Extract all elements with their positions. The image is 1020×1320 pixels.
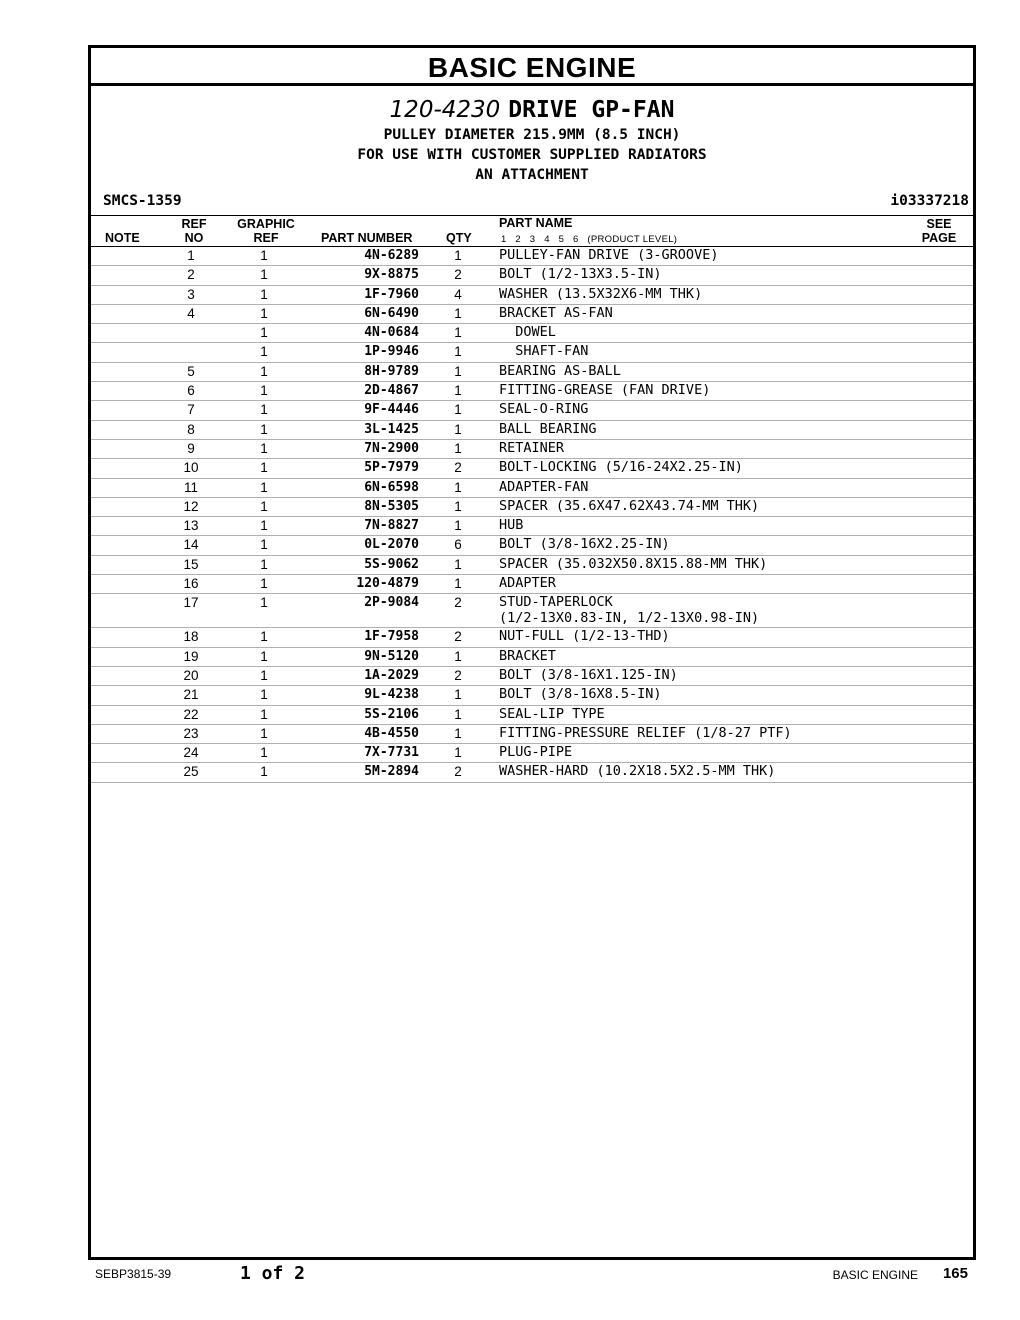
part-name-cell: STUD-TAPERLOCK (1/2-13X0.83-IN, 1/2-13X0.98-IN) [499, 594, 760, 626]
part-name-cell: NUT-FULL (1/2-13-THD) [499, 628, 670, 645]
qty-cell: 1 [454, 383, 462, 399]
part-name-cell: ADAPTER [499, 575, 556, 592]
part-name-cell: SPACER (35.6X47.62X43.74-MM THK) [499, 497, 760, 514]
graphic-ref-cell: 1 [260, 440, 268, 456]
graphic-ref-cell: 1 [260, 595, 268, 611]
table-row [91, 706, 973, 725]
part-name-cell: BOLT (1/2-13X3.5-IN) [499, 266, 662, 283]
column-header [91, 216, 973, 247]
ref-cell: 12 [183, 498, 199, 514]
ref-cell: 5 [187, 363, 195, 379]
part-number-cell: 8N-5305 [364, 498, 419, 514]
footer-doc-number: SEBP3815-39 [95, 1267, 172, 1281]
part-number-cell: 1F-7960 [364, 286, 419, 302]
ref-cell: 23 [183, 725, 199, 741]
smcs-code: SMCS-1359 [103, 193, 182, 209]
ref-cell: 8 [187, 421, 195, 437]
qty-cell: 1 [454, 556, 462, 572]
table-row [91, 648, 973, 667]
ref-cell: 2 [187, 267, 195, 283]
ref-cell: 18 [183, 629, 199, 645]
header-see-line2: PAGE [921, 231, 957, 245]
part-name-cell: RETAINER [499, 439, 565, 456]
part-name-cell: BOLT (3/8-16X8.5-IN) [499, 686, 662, 703]
footer-page-of: 1 of 2 [240, 1263, 306, 1284]
header-part-name: PART NAME [499, 216, 573, 230]
part-name-cell: PULLEY-FAN DRIVE (3-GROOVE) [499, 247, 719, 263]
graphic-ref-cell: 1 [260, 383, 268, 399]
ref-cell: 16 [183, 576, 199, 592]
graphic-ref-cell: 1 [260, 764, 268, 780]
header-product-levels: 1 2 3 4 5 6 (PRODUCT LEVEL) [501, 234, 678, 245]
graphic-ref-cell: 1 [260, 576, 268, 592]
table-row [91, 725, 973, 744]
ref-cell: 25 [183, 764, 199, 780]
part-number-cell: 7N-2900 [364, 440, 419, 456]
graphic-ref-cell: 1 [260, 286, 268, 302]
part-name-cell: SPACER (35.032X50.8X15.88-MM THK) [499, 555, 768, 572]
qty-cell: 1 [454, 479, 462, 495]
graphic-ref-cell: 1 [260, 518, 268, 534]
graphic-ref-cell: 1 [260, 725, 268, 741]
table-row [91, 556, 973, 575]
qty-cell: 1 [454, 248, 462, 263]
ref-cell: 4 [187, 305, 195, 321]
table-row [91, 479, 973, 498]
ref-cell: 6 [187, 383, 195, 399]
table-row [91, 498, 973, 517]
table-row [91, 286, 973, 305]
part-name-cell: WASHER (13.5X32X6-MM THK) [499, 285, 703, 302]
part-name-cell: PLUG-PIPE [499, 744, 573, 761]
part-number-cell: 120-4879 [356, 576, 419, 592]
table-row [91, 305, 973, 324]
part-name-cell: FITTING-GREASE (FAN DRIVE) [499, 382, 711, 399]
graphic-ref-cell: 1 [260, 460, 268, 476]
table-row [91, 324, 973, 343]
table-row [91, 421, 973, 440]
part-name-cell: ADAPTER-FAN [499, 478, 589, 495]
qty-cell: 1 [454, 745, 462, 761]
part-name-cell: SHAFT-FAN [499, 343, 589, 360]
table-row [91, 744, 973, 763]
ref-cell: 3 [187, 286, 195, 302]
part-number-cell: 6N-6490 [364, 305, 419, 321]
qty-cell: 6 [454, 537, 462, 553]
ref-cell: 14 [183, 537, 199, 553]
part-name-cell: DOWEL [499, 324, 556, 341]
ref-cell: 15 [183, 556, 199, 572]
group-number: 120-4230 [389, 97, 501, 123]
part-number-cell: 1F-7958 [364, 629, 419, 645]
part-number-cell: 4B-4550 [364, 725, 419, 741]
table-row [91, 401, 973, 420]
qty-cell: 1 [454, 498, 462, 514]
part-number-cell: 6N-6598 [364, 479, 419, 495]
ref-cell: 19 [183, 648, 199, 664]
graphic-ref-cell: 1 [260, 363, 268, 379]
graphic-ref-cell: 1 [260, 556, 268, 572]
ref-cell: 20 [183, 667, 199, 683]
table-row [91, 363, 973, 382]
part-number-cell: 3L-1425 [364, 421, 419, 437]
part-number-cell: 0L-2070 [364, 537, 419, 553]
group-header [91, 95, 973, 185]
table-row [91, 247, 973, 266]
part-number-cell: 5P-7979 [364, 460, 419, 476]
part-name-cell: HUB [499, 517, 524, 534]
header-graphic-ref [233, 217, 299, 245]
part-name-cell: WASHER-HARD (10.2X18.5X2.5-MM THK) [499, 763, 776, 780]
part-name-cell: SEAL-O-RING [499, 401, 589, 418]
part-name-cell: BRACKET [499, 647, 556, 664]
graphic-ref-cell: 1 [260, 498, 268, 514]
qty-cell: 1 [454, 687, 462, 703]
table-row [91, 763, 973, 782]
qty-cell: 1 [454, 576, 462, 592]
table-row [91, 459, 973, 478]
part-name-cell: BOLT (3/8-16X1.125-IN) [499, 666, 678, 683]
qty-cell: 1 [454, 325, 462, 341]
header-graphic-line1: GRAPHIC [237, 217, 295, 231]
part-number-cell: 9X-8875 [364, 267, 419, 283]
header-note: NOTE [105, 231, 140, 245]
graphic-ref-cell: 1 [260, 305, 268, 321]
qty-cell: 2 [454, 460, 462, 476]
qty-cell: 1 [454, 440, 462, 456]
table-row [91, 440, 973, 459]
part-number-cell: 4N-6289 [364, 248, 419, 263]
part-number-cell: 4N-0684 [364, 325, 419, 341]
qty-cell: 1 [454, 518, 462, 534]
part-number-cell: 7X-7731 [364, 745, 419, 761]
part-number-cell: 5S-9062 [364, 556, 419, 572]
table-row [91, 594, 973, 628]
table-row [91, 667, 973, 686]
graphic-ref-cell: 1 [260, 479, 268, 495]
qty-cell: 1 [454, 363, 462, 379]
part-name-cell: BALL BEARING [499, 420, 597, 437]
ref-cell: 22 [183, 706, 199, 722]
code-row [91, 191, 973, 216]
qty-cell: 2 [454, 267, 462, 283]
part-number-cell: 1P-9946 [364, 344, 419, 360]
group-description-2: FOR USE WITH CUSTOMER SUPPLIED RADIATORS [357, 147, 707, 163]
header-ref-no [179, 217, 209, 245]
ref-cell: 24 [183, 745, 199, 761]
graphic-ref-cell: 1 [260, 648, 268, 664]
qty-cell: 2 [454, 667, 462, 683]
qty-cell: 1 [454, 725, 462, 741]
graphic-ref-cell: 1 [260, 402, 268, 418]
table-row [91, 575, 973, 594]
table-row [91, 628, 973, 647]
part-number-cell: 9L-4238 [364, 687, 419, 703]
header-see-page [919, 217, 959, 245]
graphic-ref-cell: 1 [260, 325, 268, 341]
header-ref-line1: REF [181, 217, 207, 231]
part-number-cell: 1A-2029 [364, 667, 419, 683]
graphic-ref-cell: 1 [260, 706, 268, 722]
part-number-cell: 2P-9084 [364, 595, 419, 611]
section-title: BASIC ENGINE [91, 48, 973, 86]
graphic-ref-cell: 1 [260, 248, 268, 263]
footer-page-number: 165 [942, 1265, 968, 1282]
graphic-ref-cell: 1 [260, 745, 268, 761]
graphic-ref-cell: 1 [260, 687, 268, 703]
qty-cell: 1 [454, 648, 462, 664]
part-name-cell: BEARING AS-BALL [499, 362, 621, 379]
ref-cell: 13 [183, 518, 199, 534]
qty-cell: 4 [454, 286, 462, 302]
group-name: DRIVE GP-FAN [508, 97, 675, 123]
group-description-1: PULLEY DIAMETER 215.9MM (8.5 INCH) [383, 127, 681, 143]
ref-cell: 17 [183, 595, 199, 611]
header-ref-line2: NO [184, 231, 204, 245]
qty-cell: 1 [454, 305, 462, 321]
ref-cell: 7 [187, 402, 195, 418]
header-part-number: PART NUMBER [321, 231, 413, 245]
ref-cell: 11 [183, 479, 198, 495]
part-number-cell: 5M-2894 [364, 764, 419, 780]
ref-cell: 10 [183, 460, 199, 476]
header-graphic-line2: REF [253, 231, 279, 245]
graphic-ref-cell: 1 [260, 667, 268, 683]
footer-section: BASIC ENGINE [832, 1268, 918, 1282]
table-row [91, 382, 973, 401]
table-row [91, 266, 973, 285]
qty-cell: 1 [454, 421, 462, 437]
ref-cell: 9 [187, 440, 195, 456]
part-name-cell: FITTING-PRESSURE RELIEF (1/8-27 PTF) [499, 724, 792, 741]
graphic-ref-cell: 1 [260, 421, 268, 437]
part-name-cell: BRACKET AS-FAN [499, 304, 613, 321]
group-title [91, 95, 973, 125]
table-row [91, 536, 973, 555]
graphic-ref-cell: 1 [260, 629, 268, 645]
ref-cell: 21 [183, 687, 199, 703]
table-row [91, 517, 973, 536]
part-number-cell: 8H-9789 [364, 363, 419, 379]
part-name-cell: SEAL-LIP TYPE [499, 705, 605, 722]
part-number-cell: 9F-4446 [364, 402, 419, 418]
header-see-line1: SEE [926, 217, 952, 231]
graphic-ref-cell: 1 [260, 267, 268, 283]
qty-cell: 2 [454, 595, 462, 611]
qty-cell: 1 [454, 402, 462, 418]
table-row [91, 343, 973, 362]
qty-cell: 1 [454, 344, 462, 360]
part-name-cell: BOLT-LOCKING (5/16-24X2.25-IN) [499, 459, 743, 476]
qty-cell: 1 [454, 706, 462, 722]
graphic-ref-cell: 1 [260, 537, 268, 553]
parts-table [91, 247, 973, 783]
illustration-id: i03337218 [890, 193, 969, 209]
part-name-cell: BOLT (3/8-16X2.25-IN) [499, 536, 670, 553]
ref-cell: 1 [187, 248, 195, 263]
qty-cell: 2 [454, 764, 462, 780]
page-frame [88, 45, 976, 1260]
part-number-cell: 9N-5120 [364, 648, 419, 664]
part-number-cell: 2D-4867 [364, 383, 419, 399]
group-description-3: AN ATTACHMENT [475, 167, 589, 183]
table-row [91, 686, 973, 705]
graphic-ref-cell: 1 [260, 344, 268, 360]
header-qty: QTY [446, 231, 472, 245]
part-number-cell: 5S-2106 [364, 706, 419, 722]
qty-cell: 2 [454, 629, 462, 645]
part-number-cell: 7N-8827 [364, 518, 419, 534]
